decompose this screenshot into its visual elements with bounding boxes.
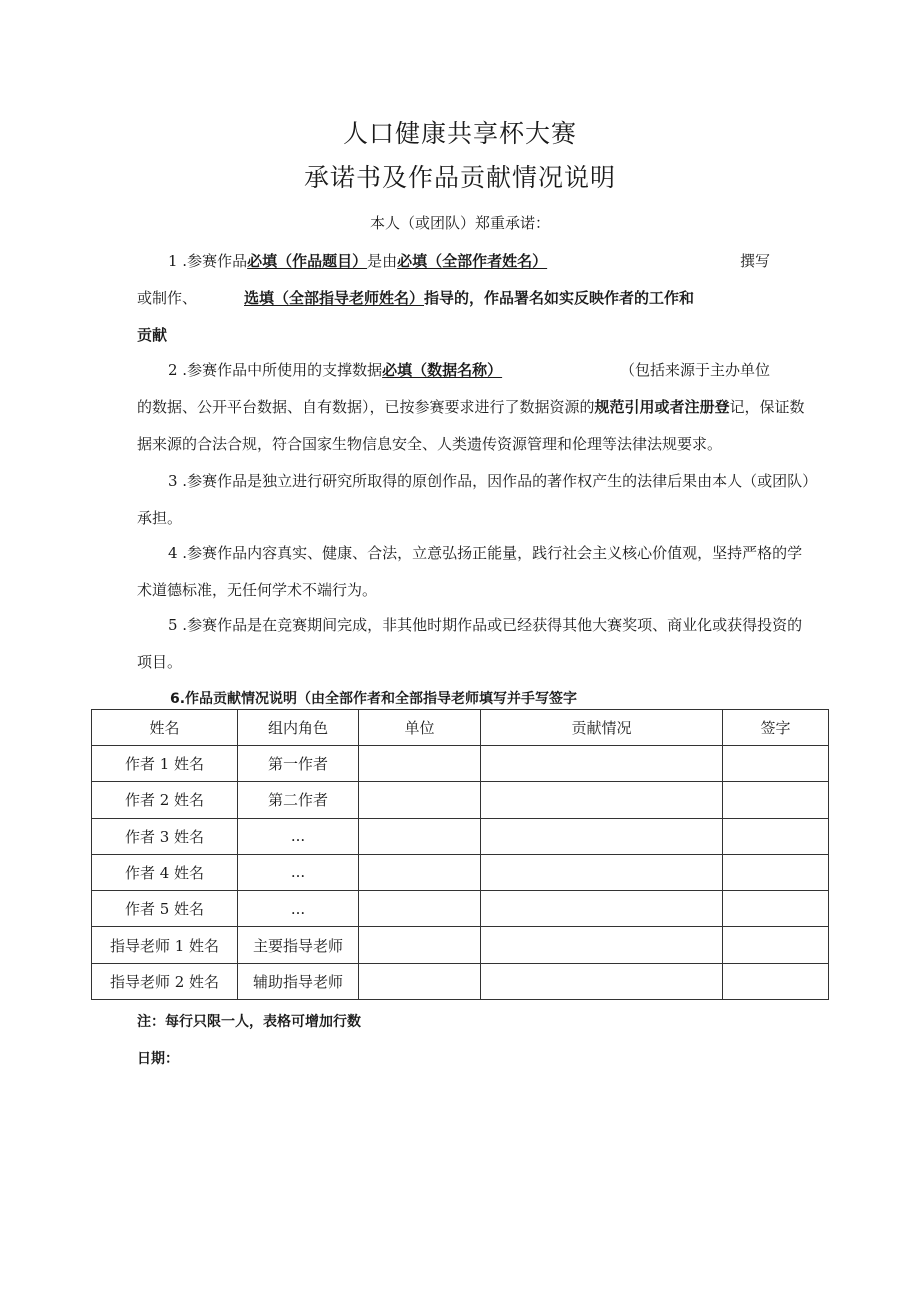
header-name: 姓名 [92,710,238,746]
item1-line3: 贡献 [137,326,168,344]
item1-prefix: 1 .参赛作品 [168,252,248,270]
item1-line2 [244,288,694,308]
data-name-field[interactable]: 必填（数据名称） [382,361,503,379]
table-row [92,854,829,890]
item1-line2-suffix: 指导的，作品署名如实反映作者的工作和 [424,289,695,307]
cell-contribution[interactable] [481,782,723,818]
cell-contribution[interactable] [481,818,723,854]
item2-line3: 据来源的合法合规，符合国家生物信息安全、人类遗传资源管理和伦理等法律法规要求。 [137,435,723,453]
table-row [92,891,829,927]
page-subtitle: 承诺书及作品贡献情况说明 [303,163,616,192]
date-label: 日期： [137,1051,179,1067]
cell-name[interactable]: 作者 4 姓名 [92,854,238,890]
cell-name[interactable]: 指导老师 1 姓名 [92,927,238,963]
page-title: 人口健康共享杯大赛 [342,119,577,148]
cell-name[interactable]: 作者 2 姓名 [92,782,238,818]
header-unit: 单位 [359,710,481,746]
cell-unit[interactable] [359,782,481,818]
cell-role[interactable]: 主要指导老师 [238,927,359,963]
cell-signature[interactable] [723,782,829,818]
item2-line2a: 的数据、公开平台数据、自有数据），已按参赛要求进行了数据资源的 [137,398,595,416]
item5-line1: 5 .参赛作品是在竞赛期间完成，非其他时期作品或已经获得其他大赛奖项、商业化或获得投资的 [168,616,803,634]
cell-signature[interactable] [723,963,829,999]
cell-signature[interactable] [723,891,829,927]
intro-statement: 本人（或团队）郑重承诺： [369,214,550,232]
cell-contribution[interactable] [481,854,723,890]
item1-mid: 是由 [367,252,398,270]
cell-contribution[interactable] [481,963,723,999]
cell-signature[interactable] [723,746,829,782]
table-row [92,927,829,963]
cell-unit[interactable] [359,746,481,782]
item4-line1: 4 .参赛作品内容真实、健康、合法，立意弘扬正能量，践行社会主义核心价值观，坚持严格的学 [168,544,803,562]
cell-role[interactable]: ... [238,818,359,854]
item2-line2c: 记，保证数 [729,398,805,416]
item2-line2 [137,397,805,417]
table-row [92,963,829,999]
cell-signature[interactable] [723,927,829,963]
cell-signature[interactable] [723,854,829,890]
item6-label-text: 6.作品贡献情况说明（由全部作者和全部指导老师填写并手写签字 [170,691,578,707]
cell-role[interactable]: 辅助指导老师 [238,963,359,999]
cell-role[interactable]: ... [238,891,359,927]
item3-line2: 承担。 [137,509,183,527]
cell-unit[interactable] [359,818,481,854]
cell-name[interactable]: 指导老师 2 姓名 [92,963,238,999]
cell-role[interactable]: 第一作者 [238,746,359,782]
item2-prefix: 2 .参赛作品中所使用的支撑数据 [168,361,383,379]
item2-suffix: （包括来源于主办单位 [620,361,771,379]
table-note: 注：每行只限一人，表格可增加行数 [137,1014,361,1030]
contribution-table [91,709,829,1000]
cell-unit[interactable] [359,891,481,927]
item1-suffix: 撰写 [740,252,771,270]
cell-contribution[interactable] [481,927,723,963]
cell-name[interactable]: 作者 5 姓名 [92,891,238,927]
item1-line1 [168,251,547,271]
cell-name[interactable]: 作者 3 姓名 [92,818,238,854]
work-title-field[interactable]: 必填（作品题目） [247,252,368,270]
item6-label [170,689,577,709]
item2-line1 [168,360,502,380]
authors-field[interactable]: 必填（全部作者姓名） [397,252,548,270]
header-contribution: 贡献情况 [481,710,723,746]
item5-line2: 项目。 [137,653,183,671]
cell-unit[interactable] [359,927,481,963]
header-signature: 签字 [723,710,829,746]
cell-name[interactable]: 作者 1 姓名 [92,746,238,782]
cell-unit[interactable] [359,854,481,890]
table-row [92,746,829,782]
cell-unit[interactable] [359,963,481,999]
item3-line1: 3 .参赛作品是独立进行研究所取得的原创作品，因作品的著作权产生的法律后果由本人（或团队） [168,472,818,490]
item1-line2-prefix: 或制作、 [137,289,198,307]
cell-role[interactable]: 第二作者 [238,782,359,818]
cell-contribution[interactable] [481,891,723,927]
table-row [92,818,829,854]
cell-contribution[interactable] [481,746,723,782]
cell-signature[interactable] [723,818,829,854]
advisors-field[interactable]: 选填（全部指导老师姓名） [244,289,425,307]
item4-line2: 术道德标准，无任何学术不端行为。 [137,581,378,599]
item2-line2b: 规范引用或者注册登 [594,398,730,416]
cell-role[interactable]: ... [238,854,359,890]
header-role: 组内角色 [238,710,359,746]
table-header-row [92,710,829,746]
table-row [92,782,829,818]
